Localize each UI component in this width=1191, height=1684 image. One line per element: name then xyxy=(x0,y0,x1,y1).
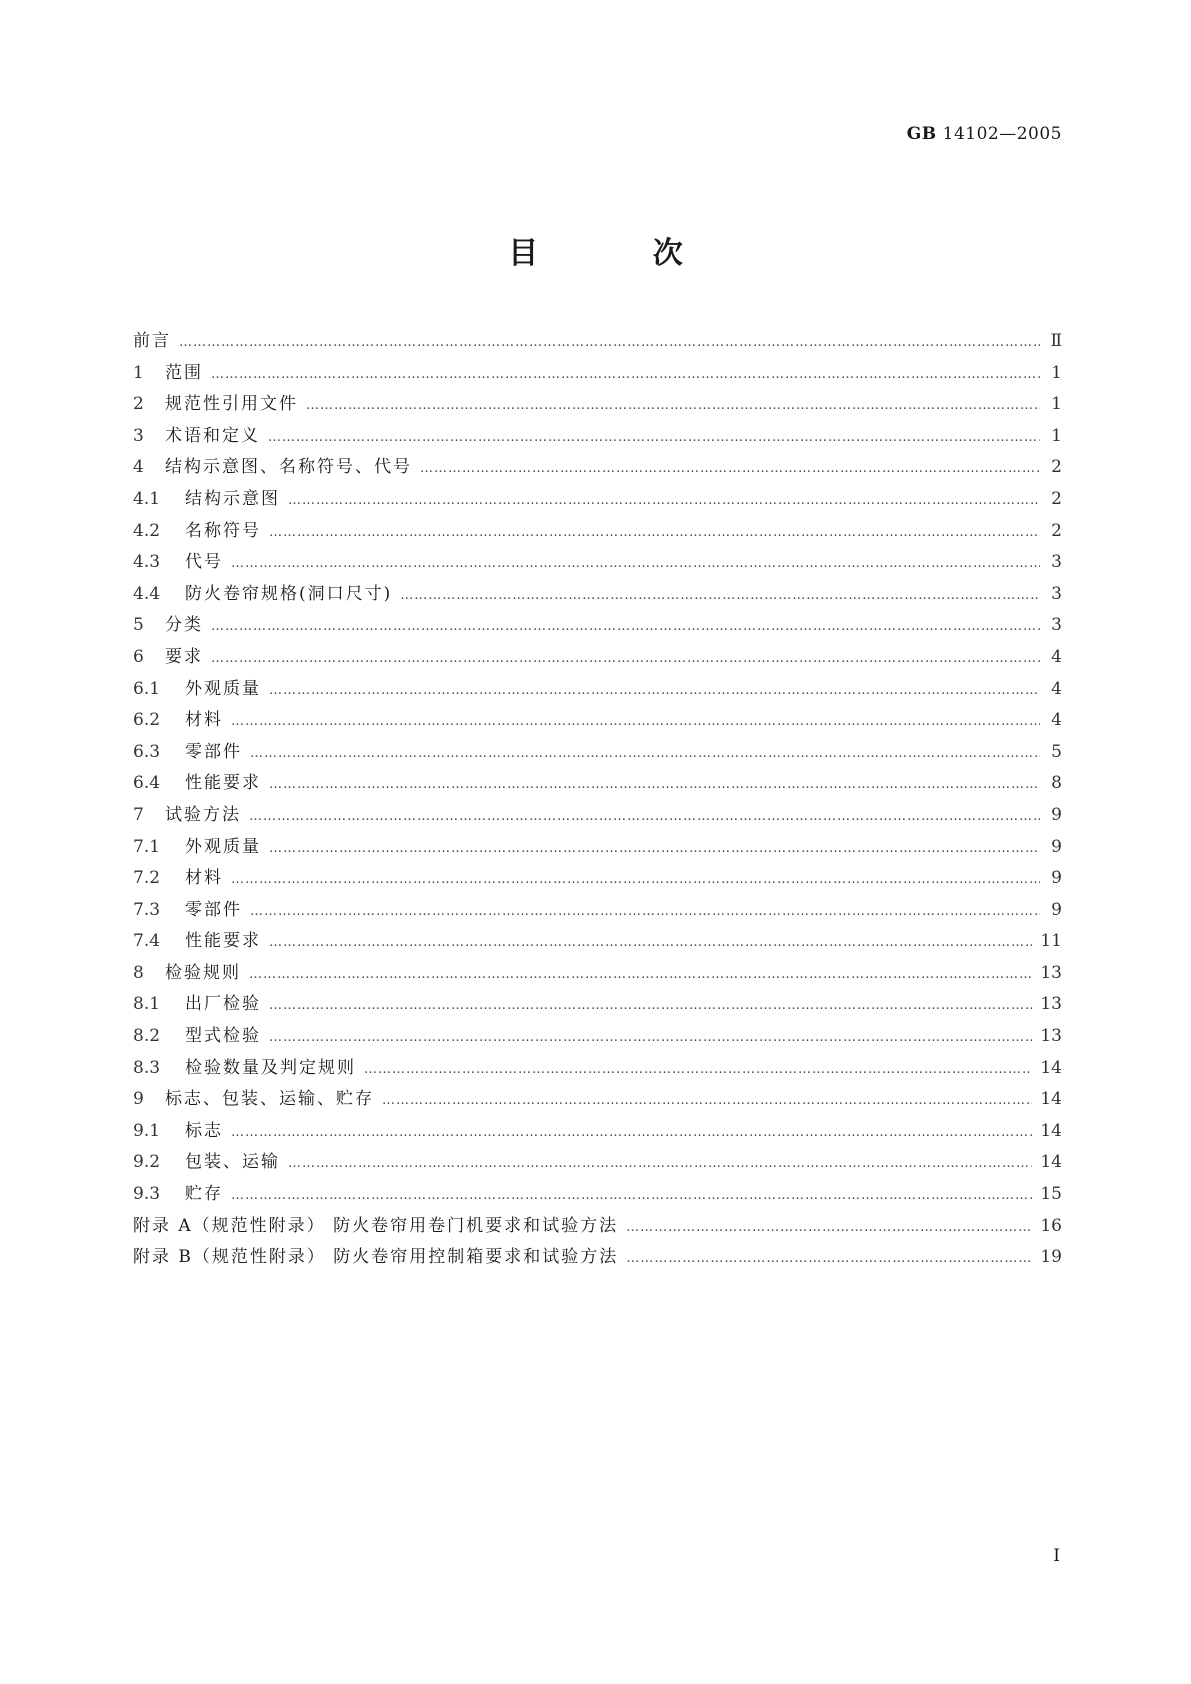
toc-leader-dots xyxy=(211,367,1040,382)
toc-entry[interactable] xyxy=(133,674,1062,706)
toc-entry-label: 附录 A（规范性附录） 防火卷帘用卷门机要求和试验方法 xyxy=(133,1215,619,1236)
toc-entry-page: 1 xyxy=(1051,362,1062,383)
toc-entry-page: 2 xyxy=(1051,457,1062,478)
toc-entry-number: 4.3 xyxy=(133,552,161,573)
toc-entry[interactable] xyxy=(133,926,1062,958)
toc-leader-dots xyxy=(179,335,1040,350)
toc-entry-number: 9 xyxy=(133,1089,144,1110)
toc-entry-label: 规范性引用文件 xyxy=(165,394,298,415)
toc-entry[interactable] xyxy=(133,579,1062,611)
toc-entry-number: 6.1 xyxy=(133,678,161,699)
toc-entry-page: 16 xyxy=(1040,1215,1062,1236)
toc-entry-label: 术语和定义 xyxy=(165,425,260,446)
toc-entry-page: 4 xyxy=(1051,710,1062,731)
toc-entry[interactable] xyxy=(133,1179,1062,1211)
toc-entry-number: 6.2 xyxy=(133,710,161,731)
toc-entry-number: 7.1 xyxy=(133,836,161,857)
toc-leader-dots xyxy=(269,1030,1032,1045)
toc-entry[interactable] xyxy=(133,389,1062,421)
toc-leader-dots xyxy=(249,967,1032,982)
toc-entry-number: 6 xyxy=(133,646,144,667)
standard-number xyxy=(907,124,1062,144)
toc-leader-dots xyxy=(420,461,1040,476)
toc-entry-number: 2 xyxy=(133,394,144,415)
toc-entry[interactable] xyxy=(133,1211,1062,1243)
toc-entry-label: 标志、包装、运输、贮存 xyxy=(165,1089,374,1110)
toc-leader-dots xyxy=(269,525,1040,540)
toc-entry[interactable] xyxy=(133,800,1062,832)
toc-entry[interactable] xyxy=(133,768,1062,800)
page-number: I xyxy=(1053,1546,1060,1566)
toc-entry-page: 15 xyxy=(1040,1184,1062,1205)
standard-prefix: GB xyxy=(906,124,937,144)
toc-entry[interactable] xyxy=(133,958,1062,990)
page-title: 目 次 xyxy=(508,236,735,271)
toc-entry-page: 11 xyxy=(1040,931,1062,952)
toc-entry-page: 5 xyxy=(1051,741,1062,762)
toc-entry[interactable] xyxy=(133,1242,1062,1274)
toc-entry-page: 4 xyxy=(1051,678,1062,699)
toc-entry[interactable] xyxy=(133,610,1062,642)
toc-leader-dots xyxy=(269,683,1040,698)
toc-entry-label: 材料 xyxy=(185,868,223,889)
toc-leader-dots xyxy=(231,1188,1032,1203)
toc-entry-number: 7 xyxy=(133,804,144,825)
toc-leader-dots xyxy=(268,430,1040,445)
toc-entry-label: 贮存 xyxy=(185,1184,223,1205)
toc-leader-dots xyxy=(231,872,1040,887)
toc-entry-page: 19 xyxy=(1040,1247,1062,1268)
toc-leader-dots xyxy=(269,777,1040,792)
toc-entry-page: 3 xyxy=(1051,615,1062,636)
toc-entry-label: 零部件 xyxy=(185,899,242,920)
toc-entry[interactable] xyxy=(133,1021,1062,1053)
toc-entry-label: 型式检验 xyxy=(185,1026,261,1047)
toc-entry[interactable] xyxy=(133,516,1062,548)
toc-entry-label: 性能要求 xyxy=(185,931,261,952)
toc-entry-page: 13 xyxy=(1040,962,1062,983)
toc-entry-page: 4 xyxy=(1051,646,1062,667)
toc-entry-page: 2 xyxy=(1051,520,1062,541)
toc-leader-dots xyxy=(269,841,1040,856)
toc-entry[interactable] xyxy=(133,1084,1062,1116)
toc-entry-label: 范围 xyxy=(165,362,203,383)
toc-entry[interactable] xyxy=(133,895,1062,927)
toc-entry-page: 3 xyxy=(1051,552,1062,573)
toc-entry-label: 包装、运输 xyxy=(185,1152,280,1173)
toc-leader-dots xyxy=(250,746,1040,761)
toc-entry-page: 9 xyxy=(1051,836,1062,857)
toc-entry-number: 1 xyxy=(133,362,144,383)
toc-leader-dots xyxy=(249,809,1040,824)
toc-leader-dots xyxy=(382,1093,1032,1108)
toc-entry-number: 4 xyxy=(133,457,144,478)
table-of-contents xyxy=(133,326,1062,1274)
toc-entry-page: 1 xyxy=(1051,425,1062,446)
toc-leader-dots xyxy=(269,998,1032,1013)
toc-leader-dots xyxy=(269,935,1032,950)
toc-entry-page: 13 xyxy=(1040,1026,1062,1047)
toc-entry-number: 9.1 xyxy=(133,1120,161,1141)
toc-entry[interactable] xyxy=(133,1147,1062,1179)
toc-leader-dots xyxy=(626,1251,1032,1266)
toc-entry[interactable] xyxy=(133,863,1062,895)
toc-entry[interactable] xyxy=(133,326,1062,358)
toc-entry-label: 出厂检验 xyxy=(185,994,261,1015)
toc-leader-dots xyxy=(626,1220,1032,1235)
toc-entry-number: 8 xyxy=(133,962,144,983)
toc-leader-dots xyxy=(250,904,1040,919)
toc-entry[interactable] xyxy=(133,989,1062,1021)
toc-entry[interactable] xyxy=(133,484,1062,516)
toc-leader-dots xyxy=(231,714,1040,729)
toc-entry-number: 7.4 xyxy=(133,931,161,952)
toc-entry-page: 9 xyxy=(1051,868,1062,889)
toc-entry-number: 8.1 xyxy=(133,994,161,1015)
toc-entry-label: 零部件 xyxy=(185,741,242,762)
standard-code: 14102—2005 xyxy=(942,124,1062,144)
toc-leader-dots xyxy=(211,651,1040,666)
toc-entry-page: 9 xyxy=(1051,804,1062,825)
toc-entry[interactable] xyxy=(133,642,1062,674)
toc-entry-number: 7.2 xyxy=(133,868,161,889)
toc-leader-dots xyxy=(306,398,1040,413)
toc-entry-page: 14 xyxy=(1040,1152,1062,1173)
toc-entry-number: 6.4 xyxy=(133,773,161,794)
toc-leader-dots xyxy=(231,1125,1032,1140)
toc-entry[interactable] xyxy=(133,737,1062,769)
toc-entry-label: 结构示意图、名称符号、代号 xyxy=(165,457,412,478)
toc-entry-number: 4.4 xyxy=(133,583,161,604)
toc-entry[interactable] xyxy=(133,452,1062,484)
toc-entry-label: 试验方法 xyxy=(165,804,241,825)
toc-entry-number: 7.3 xyxy=(133,899,161,920)
toc-entry-number: 8.2 xyxy=(133,1026,161,1047)
toc-entry[interactable] xyxy=(133,421,1062,453)
toc-entry[interactable] xyxy=(133,705,1062,737)
toc-entry[interactable] xyxy=(133,358,1062,390)
toc-leader-dots xyxy=(211,619,1040,634)
toc-entry-page: 8 xyxy=(1051,773,1062,794)
toc-leader-dots xyxy=(400,588,1040,603)
toc-entry-label: 外观质量 xyxy=(185,678,261,699)
toc-entry-page: 14 xyxy=(1040,1089,1062,1110)
toc-entry-label: 外观质量 xyxy=(185,836,261,857)
toc-entry-number: 9.2 xyxy=(133,1152,161,1173)
toc-entry-label: 结构示意图 xyxy=(185,488,280,509)
toc-leader-dots xyxy=(288,493,1040,508)
toc-entry-label: 材料 xyxy=(185,710,223,731)
toc-entry-number: 3 xyxy=(133,425,144,446)
toc-entry-page: 14 xyxy=(1040,1120,1062,1141)
toc-entry-label: 附录 B（规范性附录） 防火卷帘用控制箱要求和试验方法 xyxy=(133,1247,619,1268)
toc-leader-dots xyxy=(231,556,1040,571)
toc-entry-page: 2 xyxy=(1051,488,1062,509)
toc-entry-label: 代号 xyxy=(185,552,223,573)
toc-entry-page: 13 xyxy=(1040,994,1062,1015)
toc-entry[interactable] xyxy=(133,832,1062,864)
toc-entry[interactable] xyxy=(133,547,1062,579)
toc-entry-page: 3 xyxy=(1051,583,1062,604)
toc-entry-label: 前言 xyxy=(133,331,171,351)
toc-entry[interactable] xyxy=(133,1116,1062,1148)
toc-entry-label: 防火卷帘规格(洞口尺寸) xyxy=(185,583,393,604)
toc-entry-label: 名称符号 xyxy=(185,520,261,541)
toc-entry[interactable] xyxy=(133,1053,1062,1085)
toc-entry-number: 9.3 xyxy=(133,1184,161,1205)
toc-entry-label: 检验数量及判定规则 xyxy=(185,1057,356,1078)
toc-entry-label: 性能要求 xyxy=(185,773,261,794)
toc-leader-dots xyxy=(364,1062,1032,1077)
toc-entry-page: 14 xyxy=(1040,1057,1062,1078)
toc-entry-page: 1 xyxy=(1051,394,1062,415)
toc-entry-number: 4.2 xyxy=(133,520,161,541)
toc-entry-number: 5 xyxy=(133,615,144,636)
toc-entry-number: 8.3 xyxy=(133,1057,161,1078)
toc-entry-page: Ⅱ xyxy=(1050,331,1062,351)
toc-leader-dots xyxy=(288,1156,1032,1171)
toc-entry-label: 要求 xyxy=(165,646,203,667)
toc-entry-page: 9 xyxy=(1051,899,1062,920)
toc-entry-number: 4.1 xyxy=(133,488,161,509)
toc-entry-label: 标志 xyxy=(185,1120,223,1141)
toc-entry-number: 6.3 xyxy=(133,741,161,762)
toc-entry-label: 分类 xyxy=(165,615,203,636)
toc-entry-label: 检验规则 xyxy=(165,962,241,983)
